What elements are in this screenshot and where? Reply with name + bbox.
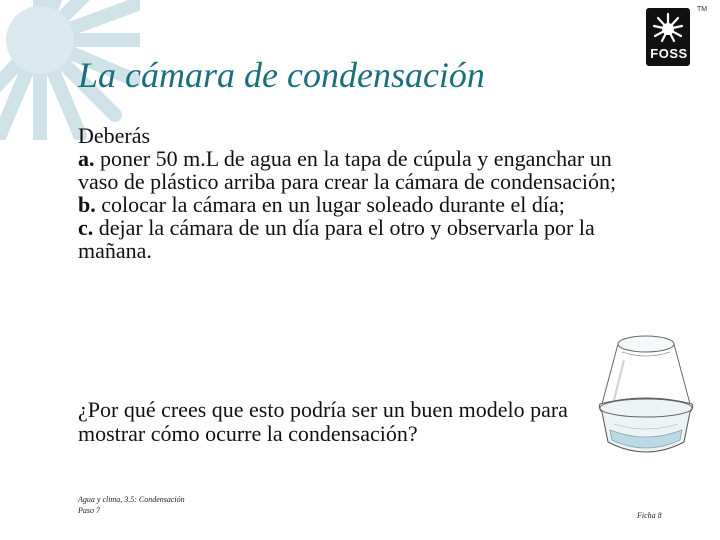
logo-text: FOSS bbox=[650, 46, 688, 61]
footer-left bbox=[78, 494, 185, 516]
instructions bbox=[78, 124, 618, 262]
step-a bbox=[78, 147, 618, 193]
step-b-marker: b. bbox=[78, 192, 96, 217]
condensation-chamber-image bbox=[594, 330, 698, 466]
intro-text: Deberás bbox=[78, 123, 151, 148]
step-c-text: dejar la cámara de un día para el otro y observarla por la mañana. bbox=[78, 215, 595, 263]
step-label: Paso 7 bbox=[78, 506, 100, 515]
question-text: ¿Por qué crees que esto podría ser un buen modelo para mostrar cómo ocurre la condensación? bbox=[78, 397, 568, 446]
step-c-marker: c. bbox=[78, 215, 94, 240]
slide-title: La cámara de condensación bbox=[78, 55, 485, 95]
step-c bbox=[78, 216, 618, 262]
trademark-symbol: TM bbox=[697, 6, 708, 13]
step-a-marker: a. bbox=[78, 146, 95, 171]
module-label: Agua y clima, 3.5: Condensación bbox=[78, 495, 185, 504]
step-b bbox=[78, 193, 618, 216]
step-a-text: poner 50 m.L de agua en la tapa de cúpula y enganchar un vaso de plástico arriba para crear la cámara de condensación; bbox=[78, 146, 617, 194]
sheet-label: Ficha 8 bbox=[637, 511, 662, 520]
step-b-text: colocar la cámara en un lugar soleado durante el día; bbox=[95, 192, 565, 217]
